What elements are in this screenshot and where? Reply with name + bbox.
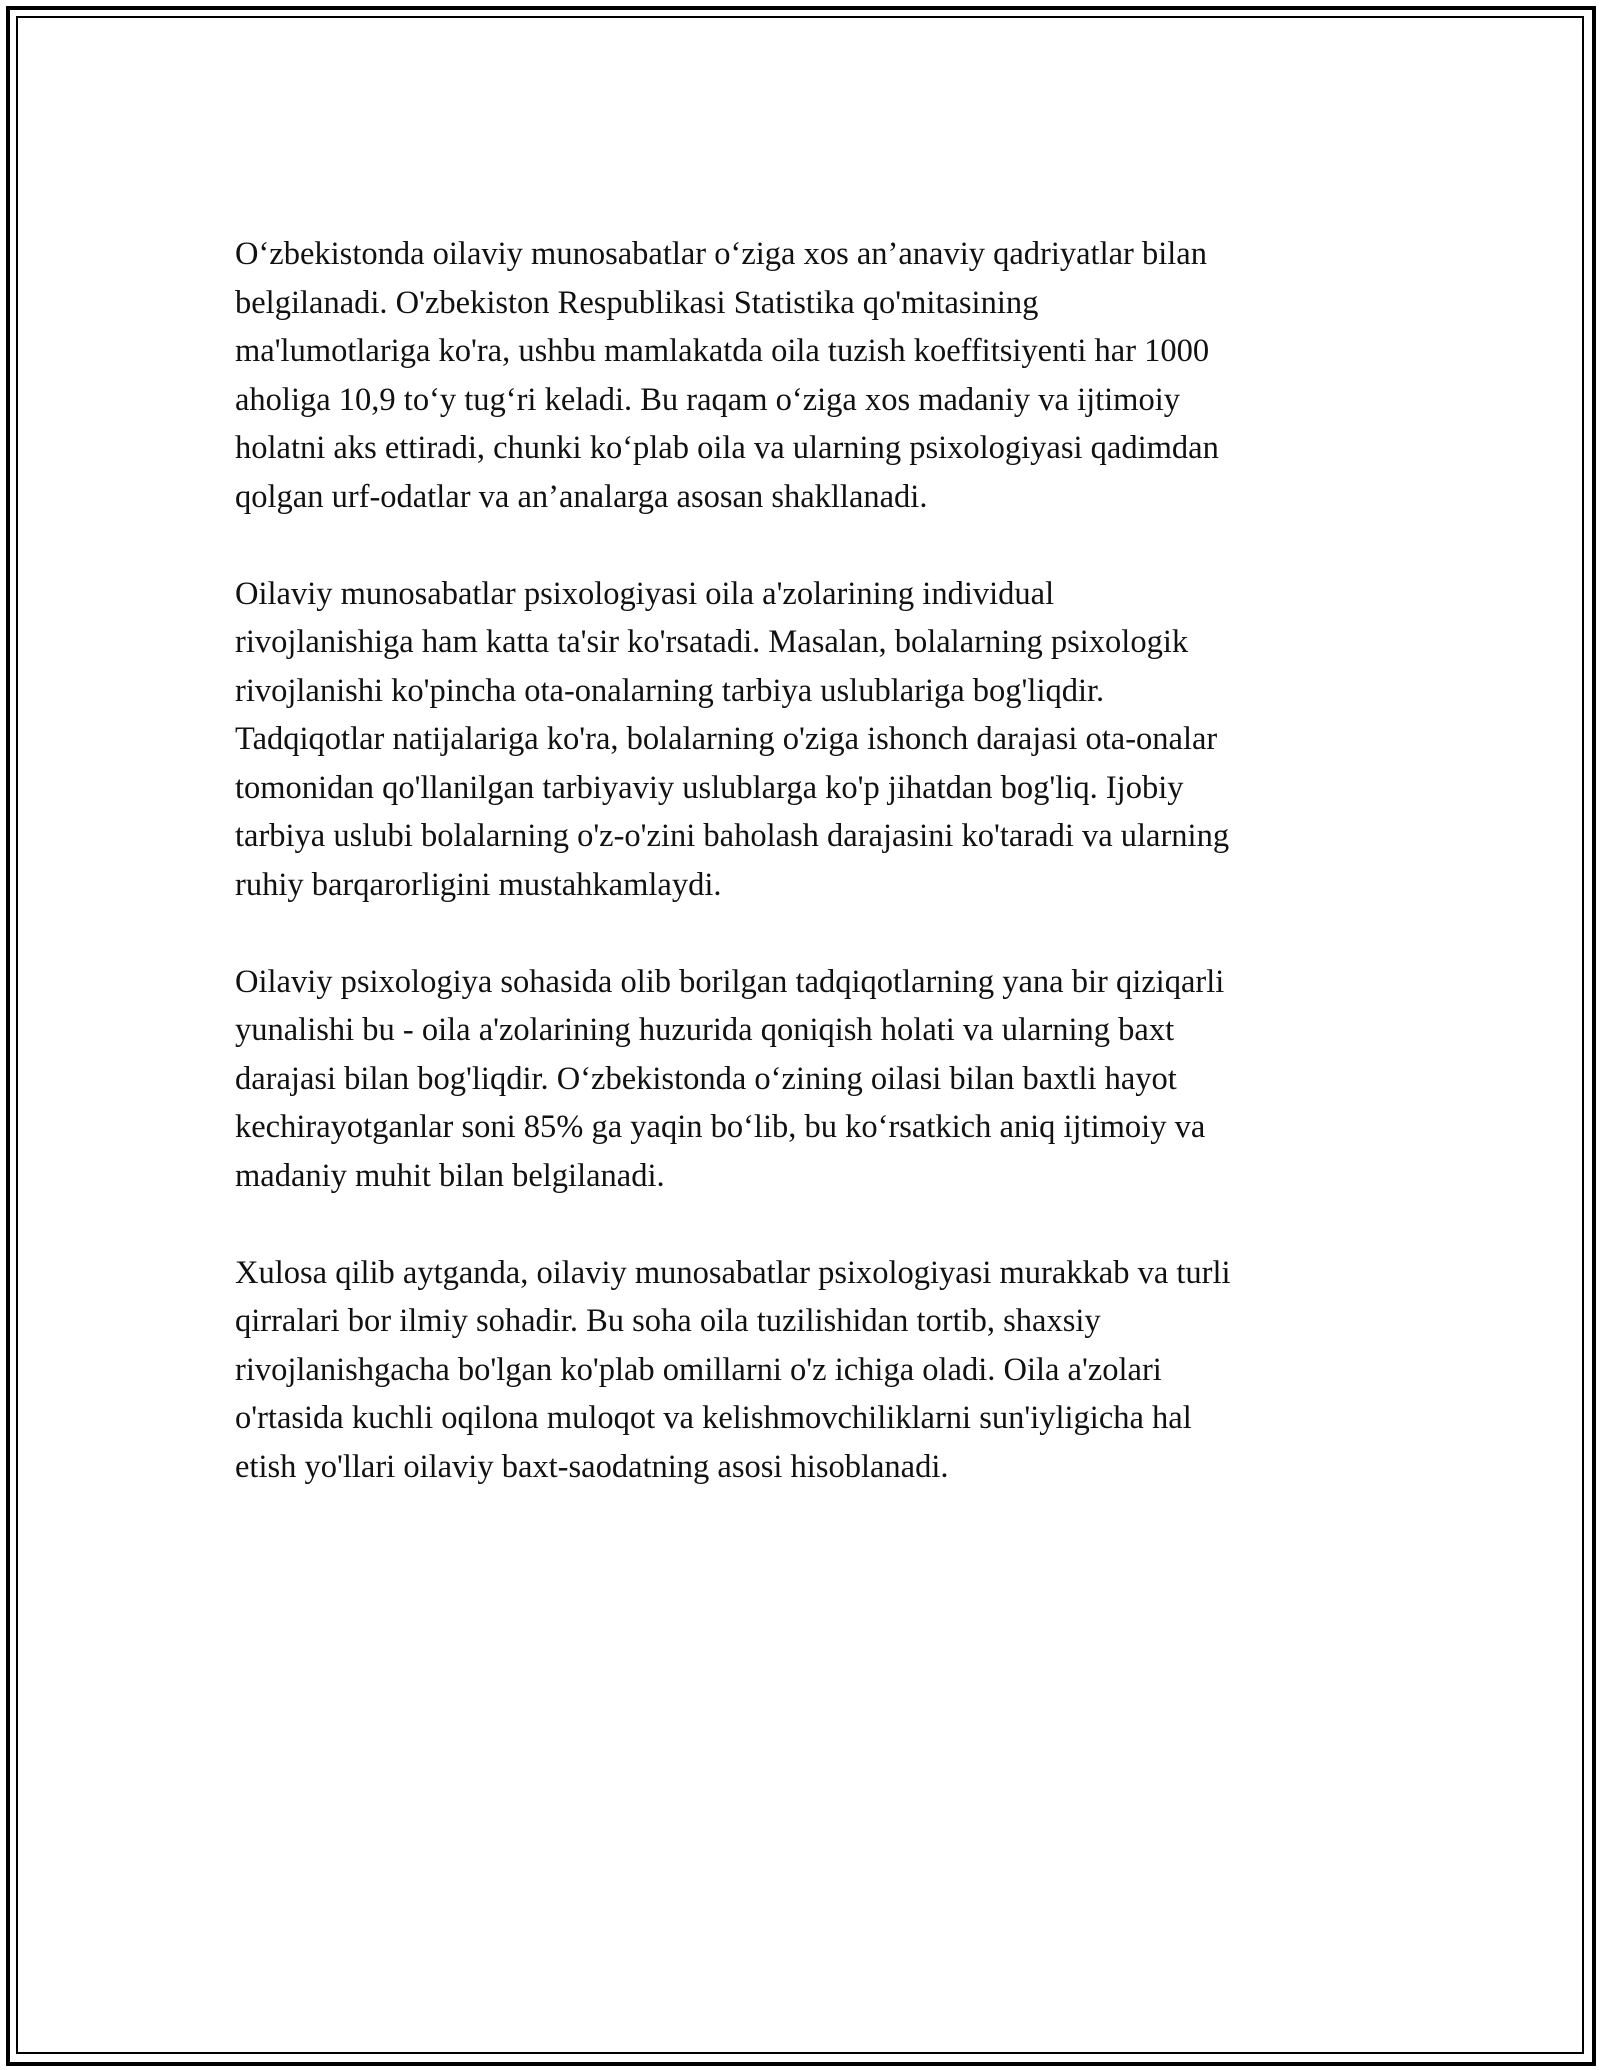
paragraph-1-line: O‘zbekistonda oilaviy munosabatlar o‘ziga xos an’anaviy qadriyatlar bilan — [235, 236, 1207, 272]
paragraph-1 — [235, 230, 1385, 521]
paragraph-3-line: yunalishi bu - oila a'zolarining huzurida qoniqish holati va ularning baxt — [235, 1012, 1175, 1048]
paragraph-1-line: aholiga 10,9 to‘y tug‘ri keladi. Bu raqam o‘ziga xos madaniy va ijtimoiy — [235, 381, 1180, 418]
paragraph-1-line: belgilanadi. O'zbekiston Respublikasi Statistika qo'mitasining — [235, 284, 1039, 321]
paragraph-2 — [235, 570, 1385, 910]
paragraph-3-line: Oilaviy psixologiya sohasida olib borilgan tadqiqotlarning yana bir qiziqarli — [235, 963, 1225, 1000]
paragraph-2-line: rivojlanishiga ham katta ta'sir ko'rsatadi. Masalan, bolalarning psixologik — [235, 624, 1189, 660]
paragraph-1-line: qolgan urf-odatlar va an’analarga asosan shakllanadi. — [235, 478, 928, 515]
paragraph-4 — [235, 1249, 1385, 1492]
paragraph-1-line: holatni aks ettiradi, chunki ko‘plab oila va ularning psixologiyasi qadimdan — [235, 430, 1219, 466]
paragraph-3-line: kechirayotganlar soni 85% ga yaqin bo‘lib, bu ko‘rsatkich aniq ijtimoiy va — [235, 1109, 1206, 1145]
paragraph-3-line: darajasi bilan bog'liqdir. O‘zbekistonda o‘zining oilasi bilan baxtli hayot — [235, 1060, 1177, 1097]
paragraph-4-line: rivojlanishgacha bo'lgan ko'plab omillarni o'z ichiga oladi. Oila a'zolari — [235, 1351, 1162, 1388]
paragraph-2-line: ruhiy barqarorligini mustahkamlaydi. — [235, 866, 722, 903]
paragraph-2-line: Oilaviy munosabatlar psixologiyasi oila a'zolarining individual — [235, 575, 1055, 612]
paragraph-4-line: qirralari bor ilmiy sohadir. Bu soha oila tuzilishidan tortib, shaxsiy — [235, 1303, 1101, 1339]
paragraph-4-line: Xulosa qilib aytganda, oilaviy munosabatlar psixologiyasi murakkab va turli — [235, 1254, 1231, 1291]
paragraph-3 — [235, 958, 1385, 1201]
paragraph-2-line: tarbiya uslubi bolalarning o'z-o'zini baholash darajasini ko'taradi va ularning — [235, 818, 1230, 854]
paragraph-2-line: tomonidan qo'llanilgan tarbiyaviy uslublarga ko'p jihatdan bog'liq. Ijobiy — [235, 769, 1184, 806]
paragraph-4-line: o'rtasida kuchli oqilona muloqot va kelishmovchiliklarni sun'iyligicha hal — [235, 1400, 1192, 1436]
paragraph-2-line: rivojlanishi ko'pincha ota-onalarning tarbiya uslublariga bog'liqdir. — [235, 672, 1105, 709]
paragraph-2-line: Tadqiqotlar natijalariga ko'ra, bolalarning o'ziga ishonch darajasi ota-onalar — [235, 721, 1218, 757]
paragraph-3-line: madaniy muhit bilan belgilanadi. — [235, 1157, 665, 1194]
document-body — [235, 230, 1385, 1491]
paragraph-1-line: ma'lumotlariga ko'ra, ushbu mamlakatda oila tuzish koeffitsiyenti har 1000 — [235, 333, 1210, 369]
paragraph-4-line: etish yo'llari oilaviy baxt-saodatning asosi hisoblanadi. — [235, 1448, 949, 1485]
